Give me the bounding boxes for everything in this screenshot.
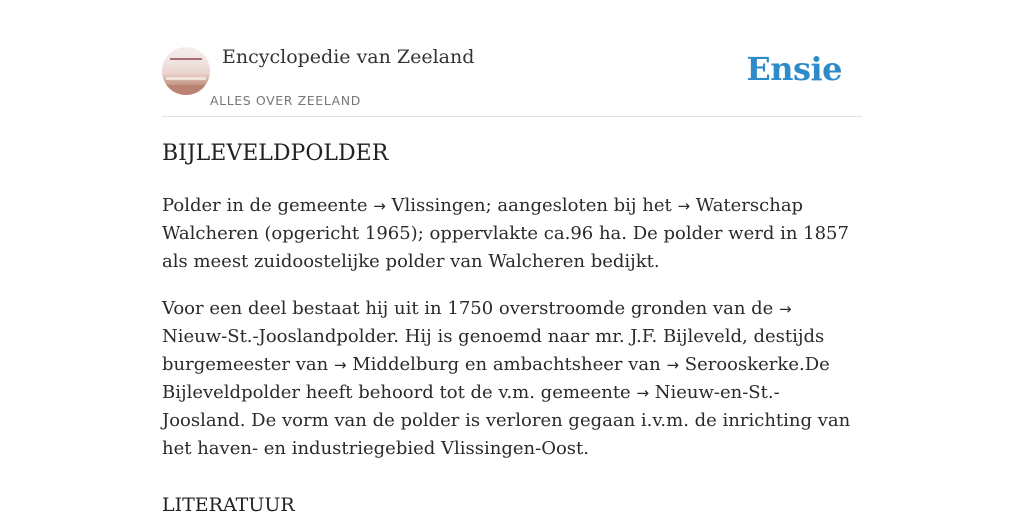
paragraph-text: (opgericht 1965); oppervlakte ca.96 ha. De polder werd in 1857 als meest zuidoostelijke polder van Walcheren bedijkt.: [162, 223, 849, 272]
paragraph-text: ; aangesloten bij het: [485, 195, 678, 216]
literature-heading: LITERATUUR: [162, 494, 295, 512]
arrow-right-icon: →: [636, 384, 650, 402]
link-text: Waterschap Walcheren: [162, 195, 804, 244]
avatar-detail: [164, 85, 208, 95]
article-paragraph-1: [162, 192, 862, 276]
link-text: Nieuw-en-St.-Joosland: [162, 382, 780, 431]
link-vlissingen[interactable]: [373, 195, 485, 216]
paragraph-text: .De Bijleveldpolder heeft behoord tot de v.m. gemeente: [162, 354, 830, 403]
arrow-right-icon: →: [333, 356, 347, 374]
avatar-detail: [170, 58, 202, 60]
article-paragraph-2: [162, 295, 862, 463]
paragraph-text: en ambachtsheer van: [459, 354, 667, 375]
article-content: [162, 138, 862, 512]
link-serooskerke[interactable]: [666, 354, 799, 375]
link-text: Vlissingen: [385, 195, 486, 216]
link-text: Serooskerke: [679, 354, 799, 375]
site-header: [162, 44, 862, 117]
arrow-right-icon: →: [677, 197, 691, 215]
arrow-right-icon: →: [779, 300, 792, 318]
brand-logo[interactable]: Ensie: [746, 50, 842, 88]
paragraph-text: Polder in de gemeente: [162, 195, 374, 216]
arrow-right-icon: →: [666, 356, 680, 374]
site-subtitle: ALLES OVER ZEELAND: [210, 93, 361, 108]
paragraph-text: . De vorm van de polder is verloren gegaan i.v.m. de inrichting van het haven- en industriegebied Vlissingen-Oost.: [162, 410, 851, 459]
link-text: Middelburg: [346, 354, 460, 375]
link-middelburg[interactable]: [334, 354, 459, 375]
paragraph-text: . Hij is genoemd naar mr. J.F. Bijleveld, destijds burgemeester van: [162, 326, 825, 375]
avatar-detail: [166, 77, 206, 80]
paragraph-text: Voor een deel bestaat hij uit in 1750 overstroomde gronden van de: [162, 298, 780, 319]
site-avatar[interactable]: [162, 47, 210, 95]
site-title[interactable]: Encyclopedie van Zeeland: [222, 46, 475, 68]
link-text: Nieuw-St.-Jooslandpolder: [162, 326, 394, 347]
arrow-right-icon: →: [373, 197, 386, 215]
article-title: BIJLEVELDPOLDER: [162, 141, 389, 166]
